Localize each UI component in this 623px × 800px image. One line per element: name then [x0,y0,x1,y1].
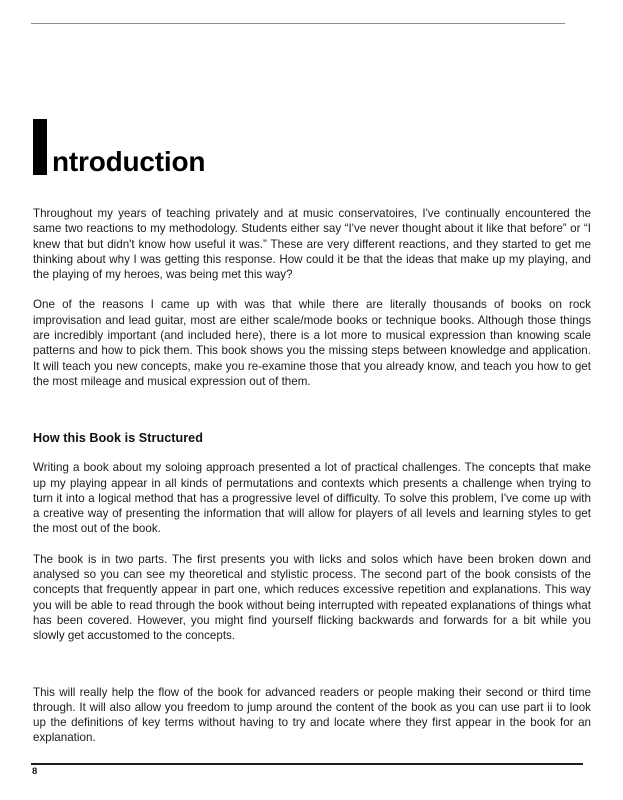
page-title [33,118,206,177]
section-heading-how-this-book-is-structured: How this Book is Structured [33,431,203,446]
paragraph-intro-1: Throughout my years of teaching privately and at music conservatoires, I've continually encountered the same two reactions to my methodology. Students either say “I've never thought about it like that before” or “I knew that but didn't know how useful it was.” These are very different reactions, and they started to get me thinking about why I was getting this response. How could it be that the ideas that make up my playing, and the playing of my heroes, was being met this way? [33,207,591,282]
footer-divider [31,763,583,765]
page-number: 8 [32,766,38,777]
paragraph-structure-3: This will really help the flow of the book for advanced readers or people making their second or third time through. It will also allow you freedom to jump around the content of the book as you can use part ii to look up the definitions of key terms without having to try and locate where they first appear in the book for an explanation. [33,685,591,745]
paragraph-structure-1: Writing a book about my soloing approach presented a lot of practical challenges. The concepts that make up my playing appear in all kinds of permutations and contexts which presents a challenge when trying to turn it into a logical method that has a progressive level of difficulty. To solve this problem, I've come up with a creative way of presenting the information that will allow for players of all levels and learning styles to get the most out of the book. [33,461,591,536]
dropcap-letter-i [33,119,47,175]
header-divider [31,23,565,24]
chapter-title-text: ntroduction [52,146,206,177]
body-content [33,206,591,746]
paragraph-structure-2: The book is in two parts. The first presents you with licks and solos which have been broken down and analysed so you can see my theoretical and stylistic process. The second part of the book consists of the concepts that frequently appear in part one, which reduces excessive repetition and explanations. This way you will be able to read through the book without being interrupted with repeated explanations of things what has been covered. However, you might find yourself flicking backwards and forwards for a bit while you slowly get accustomed to the concepts. [33,552,591,643]
paragraph-intro-2: One of the reasons I came up with was that while there are literally thousands of books on rock improvisation and lead guitar, most are either scale/mode books or technique books. Although those things are incredibly important (and included here), there is a lot more to musical expression than knowing scale patterns and how to pick them. This book shows you the missing steps between knowledge and application. It will teach you new concepts, make you re-examine those that you already know, and teach you how to get the most mileage and musical expression out of them. [33,298,591,388]
